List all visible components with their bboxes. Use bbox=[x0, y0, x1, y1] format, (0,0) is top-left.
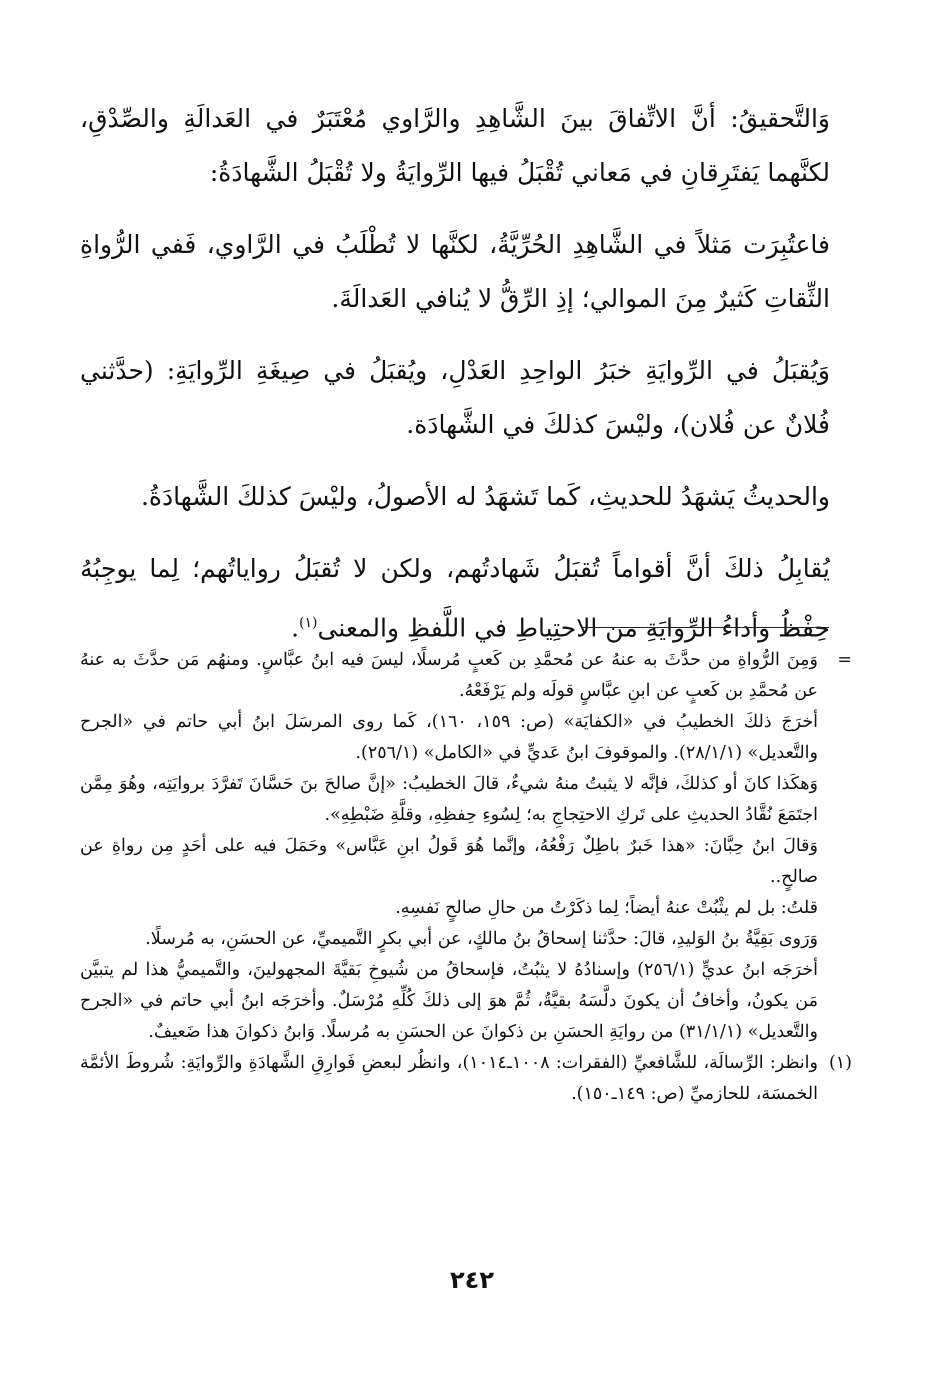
paragraph-text: يُقابِلُ ذلكَ أنَّ أقواماً تُقبَلُ شَهادتُهم، ولكن لا تُقبَلُ رواياتُهم؛ لِما يوجِبُهُ حِفْظُ وأداءُ الرِّوايَةِ من الاحتِياطِ في اللَّفظِ والمعنى bbox=[80, 554, 830, 643]
paragraph: وَالتَّحقيقُ: أنَّ الاتِّفاقَ بينَ الشَّاهِدِ والرَّاوي مُعْتَبَرٌ في العَدالَةِ والصِّدْقِ، لكنَّهما يَفتَرِقانِ في مَعاني تُقْبَلُ فيها الرِّوايَةُ ولا تُقْبَلُ الشَّهادَةُ: bbox=[80, 104, 830, 187]
paragraph-with-footnote: يُقابِلُ ذلكَ أنَّ أقواماً تُقبَلُ شَهادتُهم، ولكن لا تُقبَلُ رواياتُهم؛ لِما يوجِبُهُ حِفْظُ وأداءُ الرِّوايَةِ من الاحتِياطِ في اللَّفظِ والمعنى$^{(١)}$. bbox=[80, 554, 830, 643]
footnote-continued-item: أخرَجَه ابنُ عديٍّ (٢٥٦/١) وإسنادُهُ لا يثبُتُ، فإسحاقُ من شُيوخِ بَقيَّةَ المجهولينَ، والتَّميميُّ هذا لم يتبيَّن مَن يكونُ، وأخافُ أن يكونَ دلَّسَهُ بقيَّةُ، ثُمَّ هوَ إلى ذلكَ كُلِّهِ مُرْسَلٌ. وأخرَجَه ابنُ أبي حاتم في «الجرح والتَّعديل» (٣١/١/١) من روايَةِ الحسَنِ بن ذكوانَ عن الحسَنِ به مُرسلًا. وَابنُ ذكوانَ هذا ضَعيفٌ. bbox=[80, 960, 818, 1042]
footnote-text: وَمِنَ الرُّواةِ من حدَّثَ به عنهُ عن مُحمَّدِ بن كَعبٍ مُرسلًا، ليسَ فيه ابنُ عبَّاسٍ. ومنهُم مَن حدَّثَ به عنهُ عن مُحمَّدِ بن كَعبٍ عن ابنِ عبَّاسٍ قولَه ولم يَرْفَعْهُ. bbox=[80, 650, 818, 701]
page-number: ٢٤٢ bbox=[450, 1266, 494, 1294]
continuation-marker: = bbox=[837, 650, 852, 670]
paragraph: وَيُقبَلُ في الرِّوايَةِ خبَرُ الواحِدِ العَدْلِ، ويُقبَلُ في صِيغَةِ الرِّوايَةِ: (حدَّثني فُلانٌ عن فُلان)، وليْسَ كذلكَ في الشَّهادَة. bbox=[80, 356, 830, 439]
footnote-continued-item: وَهكَذا كانَ أو كذلكَ، فإنَّه لا يثبتُ منهُ شيءٌ، قالَ الخطيبُ: «إنَّ صالحَ بنَ حَسَّانَ تَفرَّدَ بروايَتِه، وهُوَ مِمَّن اجتَمَعَ نُقَّادُ الحديثِ على تَركِ الاحتِجاجِ به؛ لِسُوءِ حِفظِهِ، وقلَّةِ ضَبْطِهِ». bbox=[80, 774, 818, 825]
footnote-1 bbox=[80, 1048, 852, 1110]
footnote-continued-item: وَرَوى بَقِيَّةُ بنُ الوَليدِ، قالَ: حدَّثنا إسحاقُ بنُ مالكٍ، عن أبي بكرٍ التَّميميِّ، عن الحسَنِ، به مُرسلًا. bbox=[145, 929, 818, 949]
footnote-separator bbox=[583, 627, 829, 628]
main-text bbox=[80, 92, 830, 667]
paragraph: والحديثُ يَشهَدُ للحديثِ، كَما تَشهَدُ له الأصولُ، وليْسَ كذلكَ الشَّهادَةُ. bbox=[140, 482, 830, 511]
footnote-text: وانظر: الرِّسالَة، للشَّافعيِّ (الفقرات: ١٠٠٨ـ١٠١٤)، وانظُر لبعضِ فَوارِقِ الشَّهادَةِ والرِّوايَةِ: شُروطَ الأئمَّة الخمسَة، للحازميِّ (ص: ١٤٩ـ١٥٠). bbox=[80, 1053, 818, 1104]
footnote-marker: (١) bbox=[828, 1053, 852, 1073]
footnote-continued-item bbox=[80, 645, 852, 707]
footnote-continued-item: وَقالَ ابنُ حِبَّانَ: «هذا خَبرٌ باطِلٌ رَفْعُهُ، وإنَّما هُوَ قَولُ ابنِ عَبَّاس» وحَمَلَ فيه على أحَدٍ مِن رواةِ عن صالحٍ.. bbox=[80, 836, 818, 887]
paragraph: فاعتُبِرَت مَثلاً في الشَّاهِدِ الحُرِّيَّةُ، لكنَّها لا تُطْلَبُ في الرَّاوي، فَفي الرُّواةِ الثِّقاتِ كَثيرٌ مِنَ الموالي؛ إذِ الرِّقُّ لا يُنافي العَدالَةَ. bbox=[80, 230, 830, 313]
footnote-reference[interactable]: (١) bbox=[299, 615, 318, 631]
footnote-continued-item: قلتُ: بل لم يثْبُتْ عنهُ أيضاً؛ لِما ذكَرْتُ من حالِ صالحٍ نَفسِهِ. bbox=[395, 898, 818, 918]
footnotes bbox=[80, 645, 852, 1110]
footnote-continued-item: أخرَجَ ذلكَ الخطيبُ في «الكفايَة» (ص: ١٥٩، ١٦٠)، كَما روى المرسَلَ ابنُ أبي حاتم في «الجرح والتَّعديل» (٢٨/١/١). والموقوفَ ابنُ عَديٍّ في «الكامل» (٢٥٦/١). bbox=[80, 712, 819, 763]
